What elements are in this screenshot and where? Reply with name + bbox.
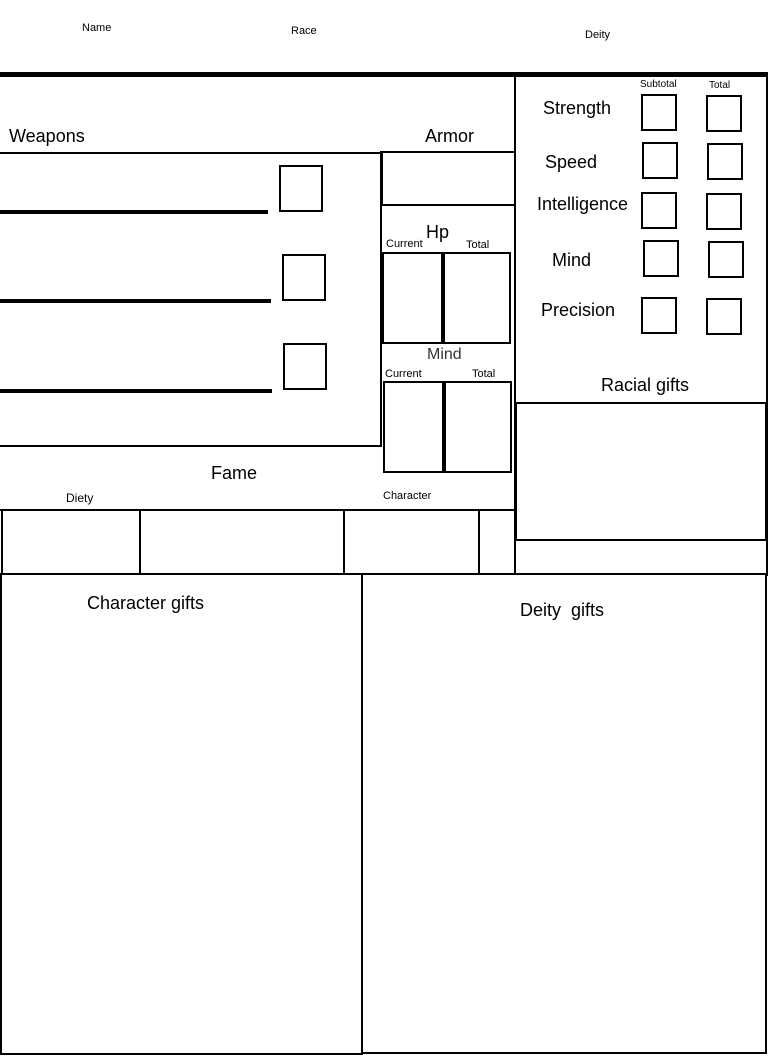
stat-precision-label: Precision (541, 300, 616, 320)
stat-precision-subtotal[interactable] (641, 297, 677, 334)
deity-gifts-title: Deity gifts (520, 600, 605, 620)
stat-precision-total[interactable] (706, 298, 742, 335)
stat-intelligence-subtotal[interactable] (641, 192, 677, 229)
racial-gifts-box[interactable] (515, 402, 767, 541)
weapon-line-3 (0, 389, 272, 393)
deity-label: Deity (585, 29, 611, 41)
total-header: Total (709, 80, 731, 91)
weapon-line-2 (0, 299, 271, 303)
hp-current-field[interactable] (384, 254, 441, 342)
mind-current-label: Current (385, 368, 422, 380)
stat-speed-subtotal[interactable] (642, 142, 678, 179)
weapon-line-1 (0, 210, 268, 214)
stat-strength-label: Strength (543, 98, 612, 118)
stat-strength-total[interactable] (706, 95, 742, 132)
fame-character-box[interactable] (343, 509, 480, 575)
name-label: Name (82, 22, 112, 34)
fame-diety-label: Diety (66, 491, 94, 505)
mind-pool-title: Mind (427, 346, 462, 363)
stat-mind-total[interactable] (708, 241, 744, 278)
stat-mind-label: Mind (552, 250, 592, 270)
stat-speed-total[interactable] (707, 143, 743, 180)
racial-gifts-title: Racial gifts (601, 375, 690, 395)
stat-strength-subtotal[interactable] (641, 94, 677, 131)
character-gifts-title: Character gifts (87, 593, 205, 613)
armor-box[interactable] (380, 151, 516, 206)
stat-intelligence-label: Intelligence (537, 194, 629, 214)
hp-title: Hp (426, 222, 450, 242)
armor-title: Armor (425, 126, 474, 146)
hp-divider (441, 252, 445, 344)
weapons-title: Weapons (9, 126, 85, 146)
mind-total-field[interactable] (447, 383, 510, 471)
hp-total-field[interactable] (446, 254, 509, 342)
fame-title: Fame (211, 463, 258, 483)
mind-total-label: Total (472, 368, 496, 380)
hp-total-label: Total (466, 239, 490, 251)
mind-current-field[interactable] (385, 383, 442, 471)
mind-pool-divider (442, 381, 446, 473)
deity-gifts-box[interactable] (361, 573, 767, 1054)
stat-speed-label: Speed (545, 152, 598, 172)
fame-character-label: Character (383, 490, 432, 502)
stat-intelligence-total[interactable] (706, 193, 742, 230)
hp-current-label: Current (386, 238, 423, 250)
subtotal-header: Subtotal (640, 79, 677, 90)
character-gifts-box[interactable] (0, 573, 363, 1055)
stat-mind-subtotal[interactable] (643, 240, 679, 277)
weapon-1-box[interactable] (279, 165, 323, 212)
fame-diety-box[interactable] (1, 509, 141, 575)
weapon-2-box[interactable] (282, 254, 326, 301)
weapon-3-box[interactable] (283, 343, 327, 390)
race-label: Race (291, 25, 317, 37)
